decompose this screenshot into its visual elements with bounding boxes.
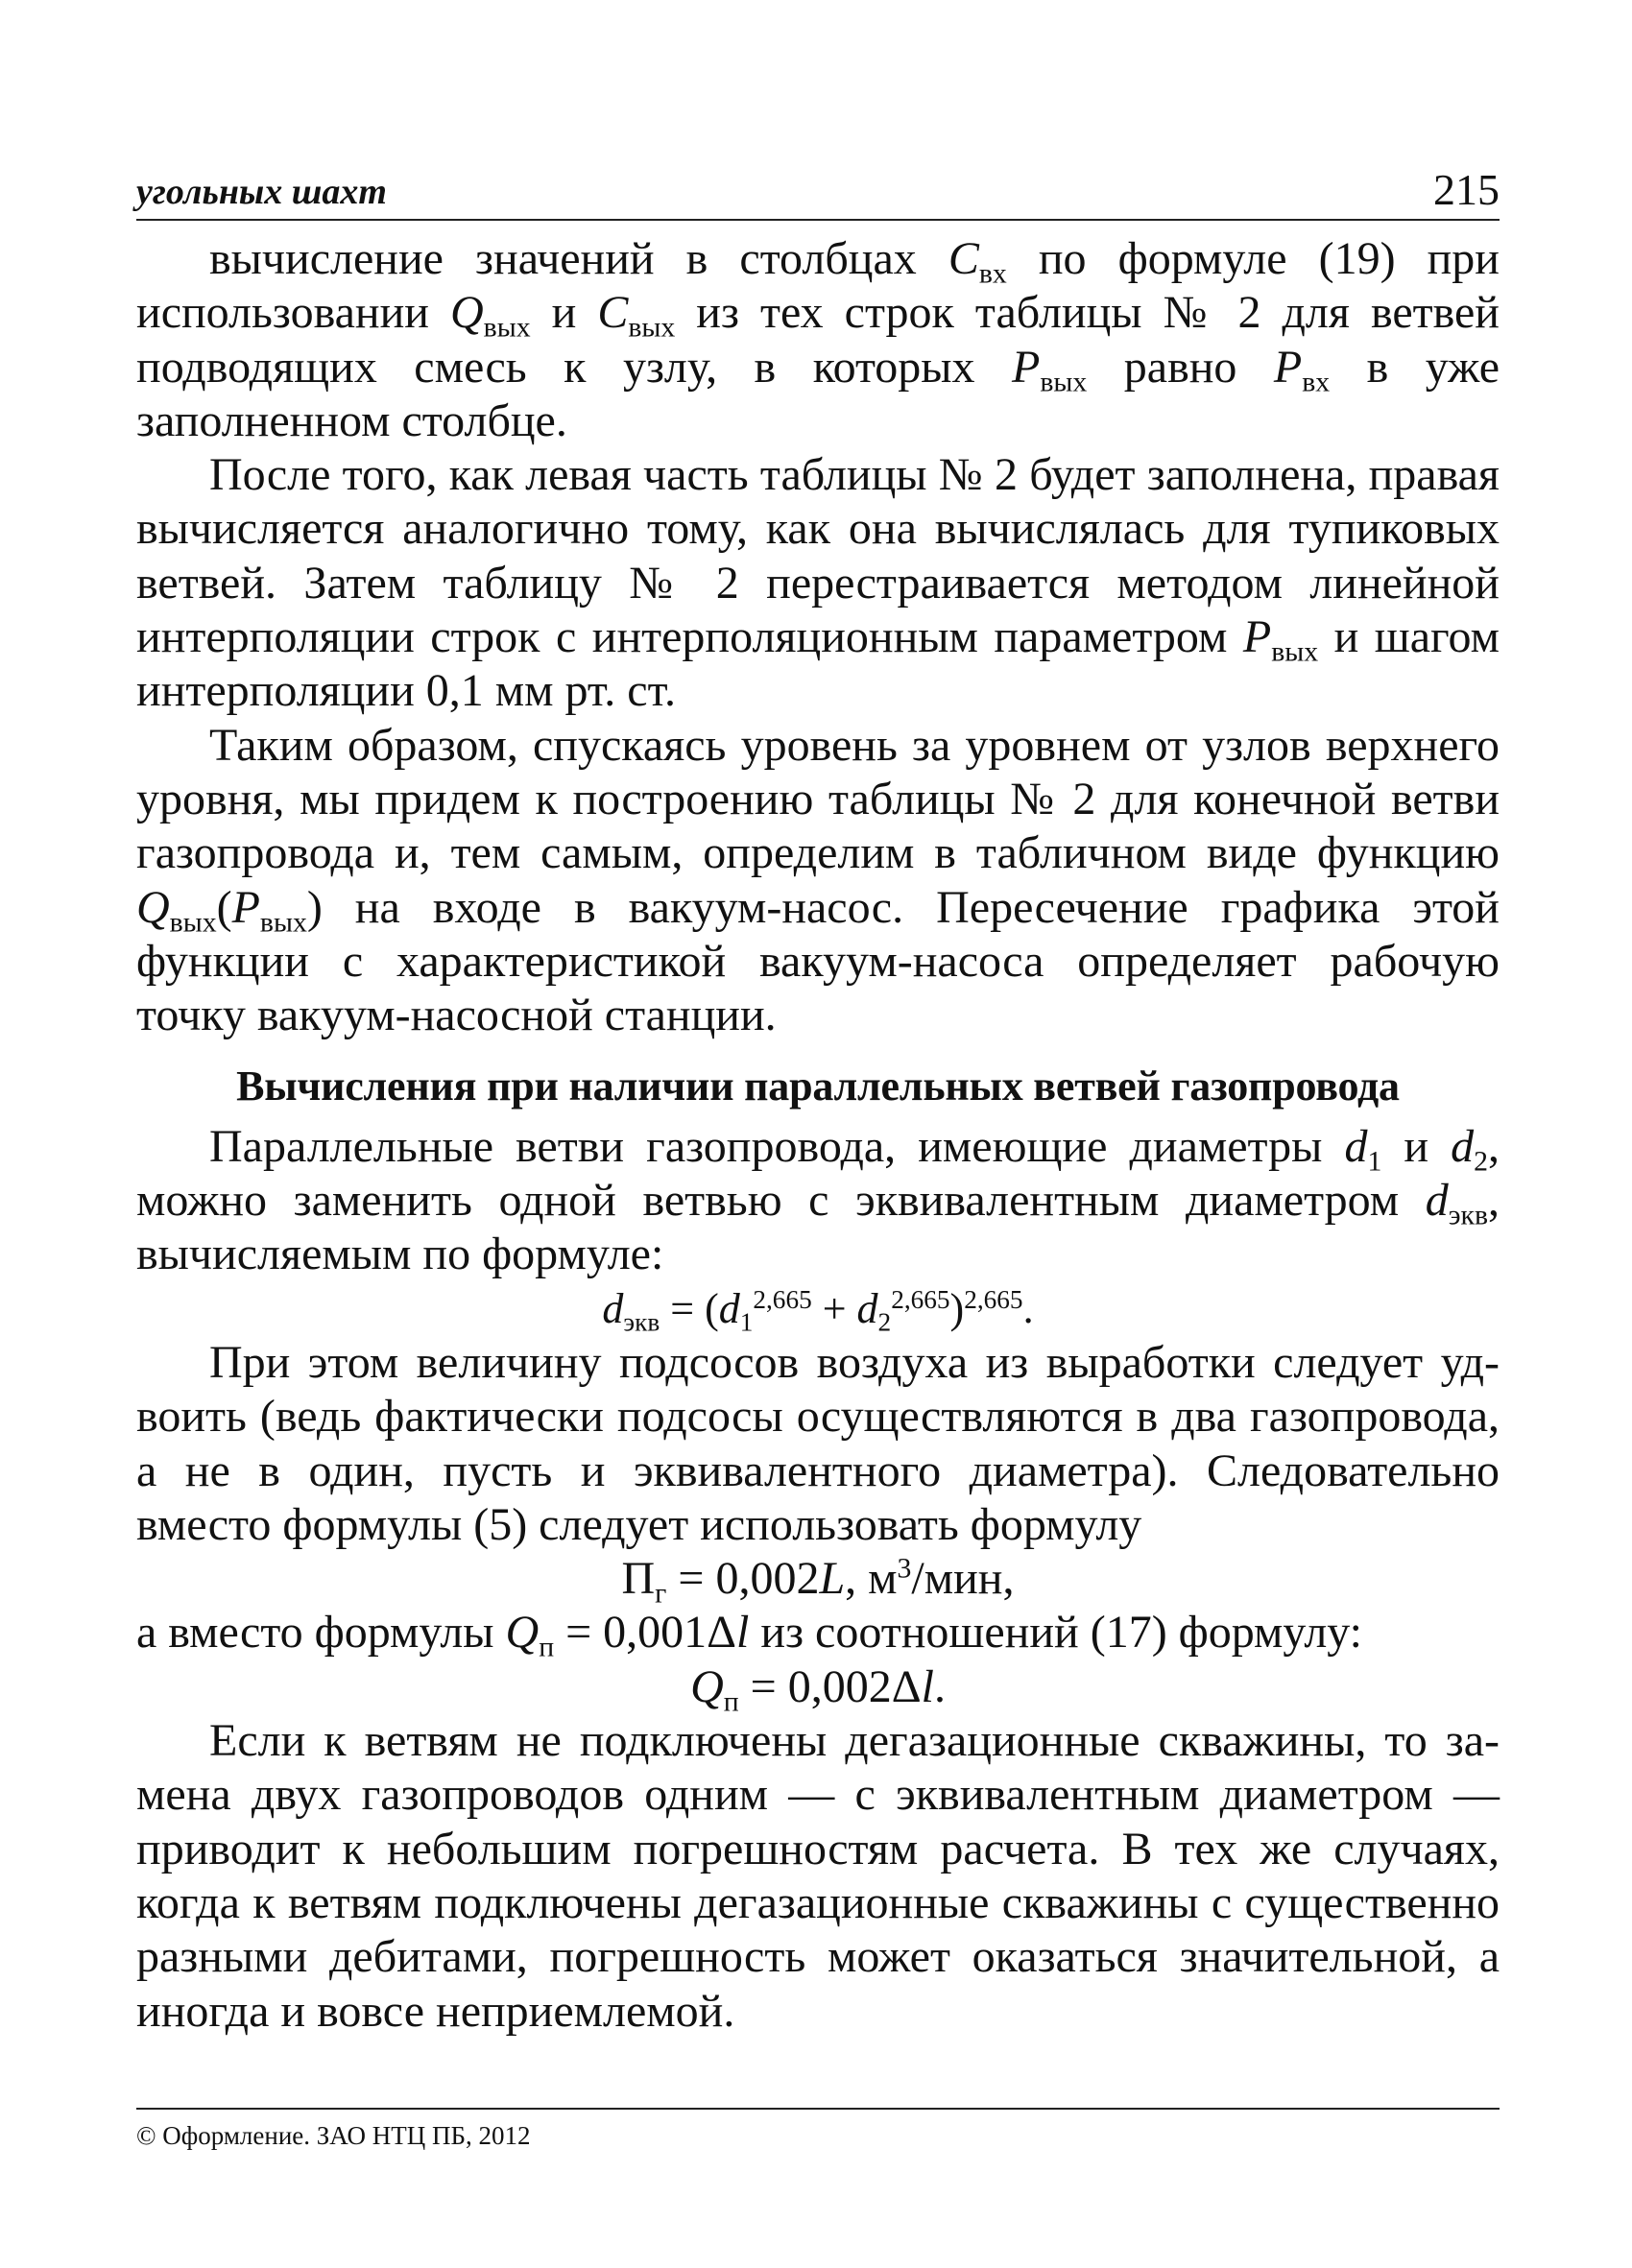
page-number: 215 (1433, 165, 1500, 214)
paragraph-5: При этом величину подсосов воздуха из выработки следует удвоить (ведь фактически подсосы осуществляются в два газопровода, а не в один, пусть и эквивалентного диаметра). Следовательно вместо формулы (5) следует использовать формулу (136, 1336, 1500, 1550)
page (136, 163, 1500, 2039)
section-heading: Вычисления при наличии параллельных ветвей газопровода (236, 1062, 1400, 1110)
paragraph-2: После того, как левая часть таблицы № 2 будет заполнена, правая вычисляется аналогично тому, как она вычислялась для тупиковых ветвей. Затем таблицу № 2 перестраивается методом линейной интерполяции строк с интерполяционным параметром $P_{вых}$ и шагом интерполяции 0,1 мм рт. ст. (136, 449, 1500, 717)
page-body (136, 232, 1500, 2039)
running-title: угольных шахт (136, 172, 387, 212)
formula-equivalent-diameter: $d_{экв} = (d_1^{2,665} + d_2^{2,665})^{2,665}$. (602, 1284, 1034, 1337)
paragraph-3: Таким образом, спускаясь уровень за уровнем от узлов верхнего уровня, мы придем к построению таблицы № 2 для конечной ветви газопровода и, тем самым, определим в табличном виде функцию $Q_{вых}(P_{вых})$ на входе в вакуум-насос. Пересечение графика этой функции с характеристикой вакуум-насоса определяет рабочую точку вакуум-насосной станции. (136, 719, 1500, 1041)
page-footer: © Оформление. ЗАО НТЦ ПБ, 2012 (136, 2108, 1500, 2151)
formula-leakage-flow: $Q_п = 0,002\Delta l$. (690, 1660, 946, 1718)
paragraph-1: вычисление значений в столбцах $C_{вх}$ по формуле (19) при использовании $Q_{вых}$ и $C_{вых}$ из тех строк таблицы № 2 для ветвей подводящих смесь к узлу, в которых $P_{вых}$ равно $P_{вх}$ в уже заполненном столбце. (136, 233, 1500, 446)
page-header (136, 163, 1500, 221)
paragraph-7: Если к ветвям не подключены дегазационные скважины, то замена двух газопроводов одним — с эквивалентным диаметром — приводит к небольшим погрешностям расчета. В тех же случаях, когда к ветвям подключены дегазационные скважины с существенно разными дебитами, погрешность может оказаться значительной, а иногда и вовсе неприемлемой. (136, 1715, 1500, 2037)
paragraph-6: а вместо формулы $Q_п = 0,001\Delta l$ из соотношений (17) формулу: (136, 1607, 1362, 1663)
formula-air-leakage: $П_г = 0,002L$, $м^3$/мин, (621, 1552, 1015, 1610)
paragraph-4: Параллельные ветви газопровода, имеющие диаметры $d_1$ и $d_2$, можно заменить одной ветвью с эквивалентным диаметром $d_{экв}$, вычисляемым по формуле: (136, 1120, 1500, 1280)
